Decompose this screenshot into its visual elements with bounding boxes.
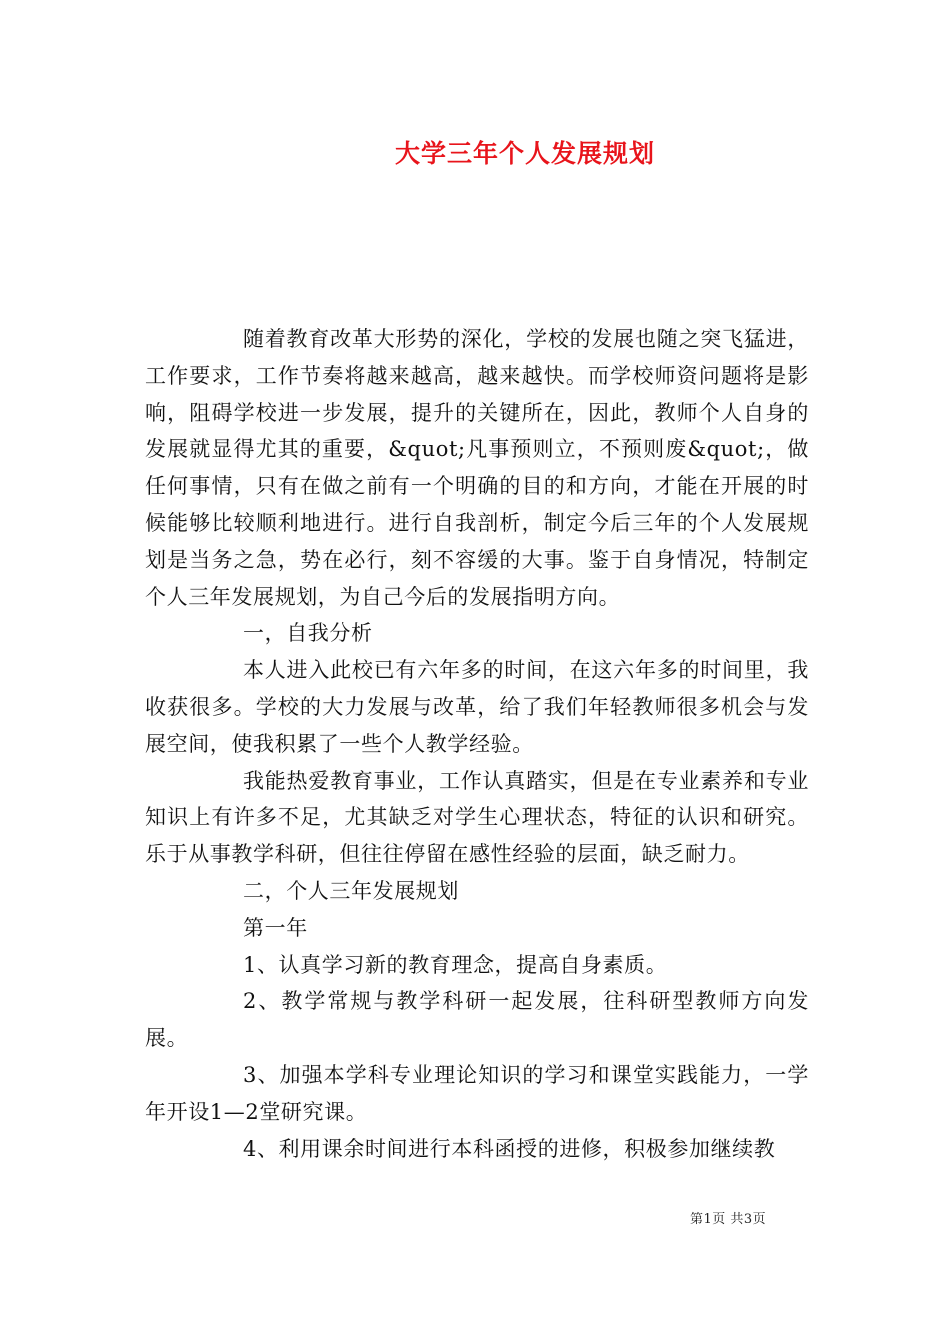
subheading-first-year: 第一年 — [243, 915, 308, 940]
list-item: 3、加强本学科专业理论知识的学习和课堂实践能力，一学年开设1—2堂研究课。 — [145, 1062, 809, 1124]
list-item: 1、认真学习新的教育理念，提高自身素质。 — [243, 952, 668, 977]
page-number-footer: 第1页 共3页 — [690, 1212, 767, 1227]
document-body — [145, 321, 809, 1167]
paragraph-shortcomings: 我能热爱教育事业，工作认真踏实，但是在专业素养和专业知识上有许多不足，尤其缺乏对学生心理状态，特征的认识和研究。乐于从事教学科研，但往往停留在感性经验的层面，缺乏耐力。 — [145, 768, 809, 867]
list-item: 2、教学常规与教学科研一起发展，往科研型教师方向发展。 — [145, 989, 809, 1051]
section-heading-plan: 二，个人三年发展规划 — [243, 878, 459, 903]
document-title: 大学三年个人发展规划 — [394, 139, 655, 168]
paragraph-intro: 随着教育改革大形势的深化，学校的发展也随之突飞猛进，工作要求，工作节奏将越来越高，越来越快。而学校师资问题将是影响，阻碍学校进一步发展，提升的关键所在，因此，教师个人自身的发展就显得尤其的重要，&quot;凡事预则立，不预则废&quot;，做任何事情，只有在做之前有一个明确的目的和方向，才能在开展的时候能够比较顺利地进行。进行自我剖析，制定今后三年的个人发展规划是当务之急，势在必行，刻不容缓的大事。鉴于自身情况，特制定个人三年发展规划，为自己今后的发展指明方向。 — [145, 327, 809, 609]
paragraph-experience: 本人进入此校已有六年多的时间，在这六年多的时间里，我收获很多。学校的大力发展与改革，给了我们年轻教师很多机会与发展空间，使我积累了一些个人教学经验。 — [145, 658, 809, 756]
section-heading-self-analysis: 一，自我分析 — [243, 621, 373, 646]
list-item: 4、利用课余时间进行本科函授的进修，积极参加继续教 — [243, 1136, 776, 1161]
